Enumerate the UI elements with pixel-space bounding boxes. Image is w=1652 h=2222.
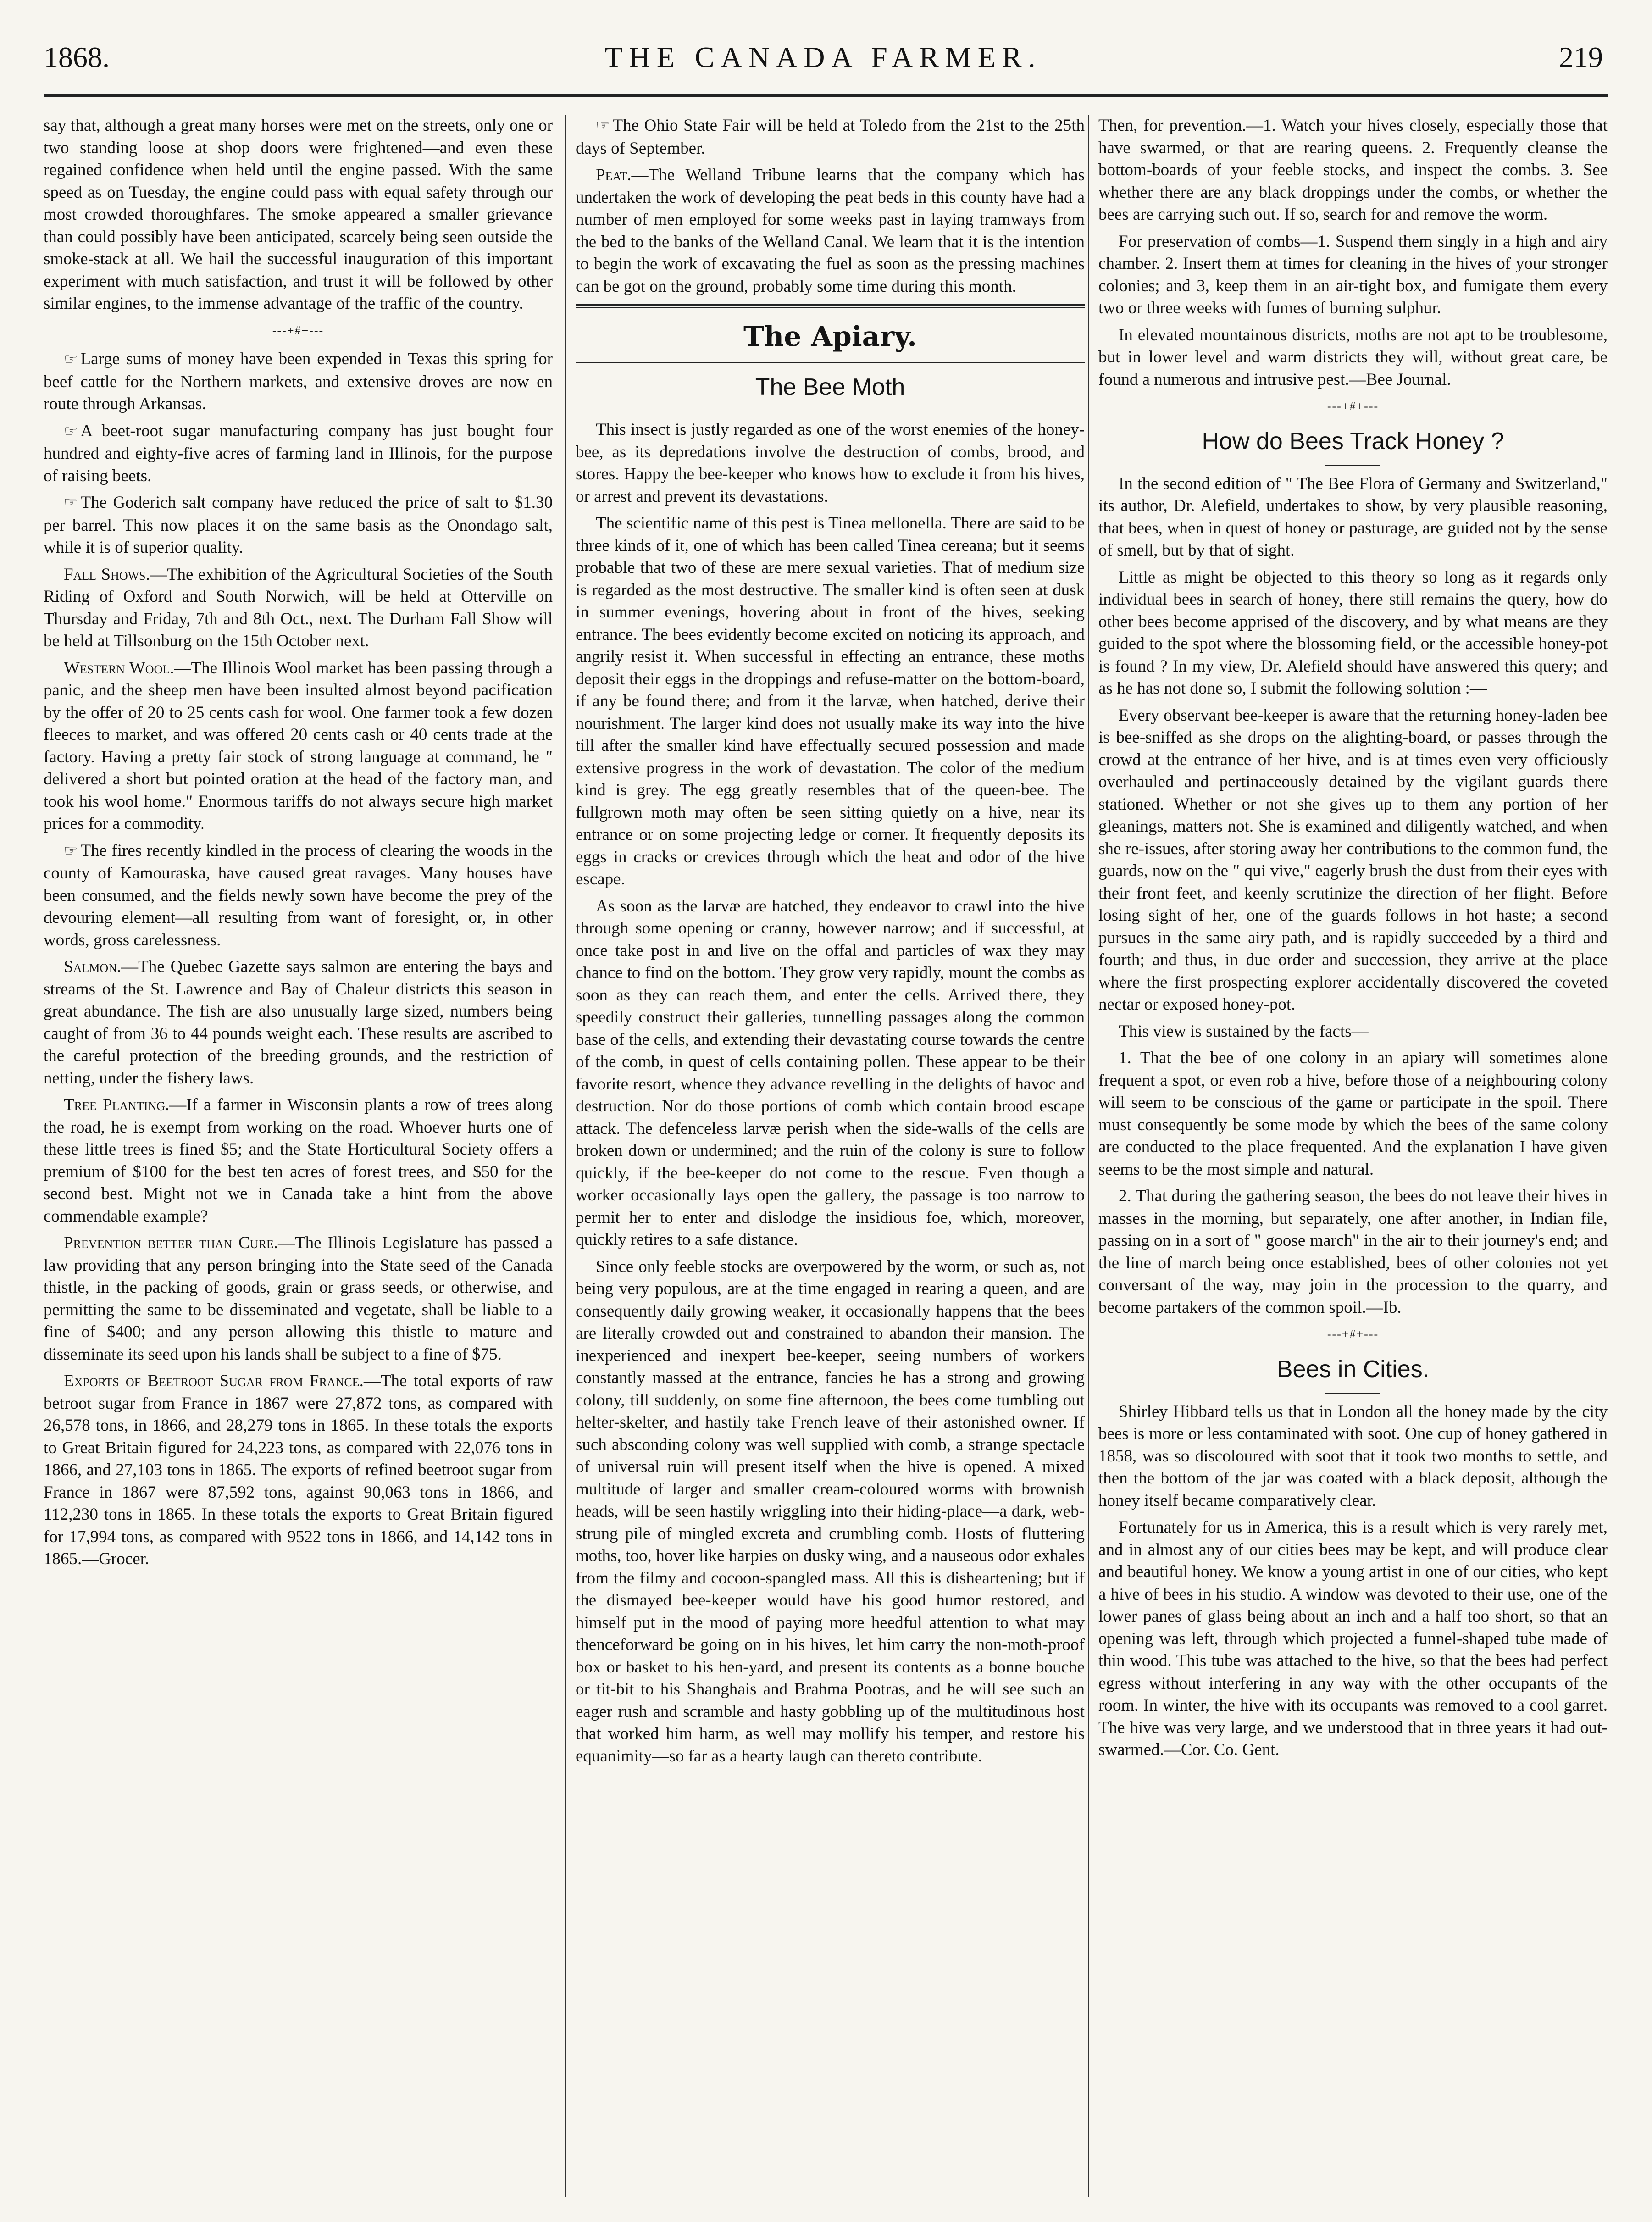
article-paragraph: In the second edition of " The Bee Flora of Germany and Switzerland," its author, Dr. Alefield, undertakes to show, by very plausible reasoning, that bees, when in quest of honey or pasturage, are guided not by the sense of smell, but by that of sight.	[1098, 474, 1608, 560]
news-item-ohio-fair: ☞ The Ohio State Fair will be held at Toledo from the 21st to the 25th days of September.	[576, 116, 1085, 158]
news-item-beetroot-company: ☞ A beet-root sugar manufacturing company has just bought four hundred and eighty-five acres of farming land in Illinois, for the purpose of raising beets.	[44, 421, 553, 485]
news-item-prevention: Prevention better than Cure.—The Illinois Legislature has passed a law providing that any person bringing into the State seed of the Canada thistle, in the packing of goods, grain or grass seeds, or otherwise, and permitting the same to be disseminated and vegetate, shall be liable to a fine of $400; and any person allowing this thistle to mature and disseminate its seed upon his lands shall be subject to a fine of $75.	[44, 1233, 553, 1364]
issue-year: 1868.	[44, 41, 110, 73]
item-heading: Peat.	[596, 166, 632, 184]
page-number: 219	[1559, 41, 1603, 73]
column-1	[44, 115, 553, 2197]
masthead	[44, 28, 1603, 92]
separator-ornament: ---+#+---	[1327, 1328, 1379, 1341]
news-item-exports: Exports of Beetroot Sugar from France.—The total exports of raw betroot sugar from France in 1867 were 27,872 tons, as compared with 26,578 tons, in 1866, and 28,279 tons in 1865. In these totals the exports to Great Britain figured for 24,223 tons, as compared with 22,076 tons in 1866, and 27,103 tons in 1865. The exports of refined beetroot sugar from France in 1867 were 87,592 tons, against 90,063 tons in 1866, and 112,230 tons in 1865. In these totals the exports to Great Britain figured for 17,994 tons, as compared with 9522 tons in 1866, and 14,142 tons in 1865.—Grocer.	[44, 1372, 553, 1568]
title-rule	[1325, 1393, 1380, 1394]
news-item-salt: ☞ The Goderich salt company have reduced the price of salt to $1.30 per barrel. This now places it on the same basis as the Onondago salt, while it is of superior quality.	[44, 493, 553, 557]
item-heading: Tree Planting.	[64, 1095, 170, 1114]
article-paragraph: 2. That during the gathering season, the bees do not leave their hives in masses in the morning, but separately, one after another, in Indian file, passing on in a sort of " goose march" in the air to their journey's end; and the line of march being once established, bees of other colonies not yet conversant of the way, may join in the procession to the quarry, and become partakers of the common spoil.—Ib.	[1098, 1187, 1608, 1317]
pointing-hand-icon: ☞	[596, 117, 610, 134]
pointing-hand-icon: ☞	[64, 842, 78, 860]
article-paragraph: This insect is justly regarded as one of the worst enemies of the honey-bee, as its depredations involve the destruction of combs, brood, and stores. Happy the bee-keeper who knows how to exclude it from his hives, or arrest and prevent its devastations.	[576, 420, 1085, 506]
item-heading: Western Wool.	[64, 658, 174, 678]
column-rule	[565, 115, 566, 2197]
column-2	[576, 115, 1085, 2197]
news-item-fall-shows: Fall Shows.—The exhibition of the Agricultural Societies of the South Riding of Oxford and South Norwich, will be held at Otterville on Thursday and Friday, 7th and 8th Oct., next. The Durham Fall Show will be held at Tillsonburg on the 15th October next.	[44, 565, 553, 650]
article-paragraph: Shirley Hibbard tells us that in London all the honey made by the city bees is more or less contaminated with soot. One cup of honey gathered in 1858, was so discoloured with soot that it took two months to settle, and then the bottom of the jar was coated with a black deposit, although the honey itself became comparatively clear.	[1098, 1402, 1608, 1510]
separator-ornament: ---+#+---	[272, 323, 324, 337]
item-heading: Exports of Beetroot Sugar from France.	[64, 1372, 364, 1390]
article-paragraph: As soon as the larvæ are hatched, they endeavor to crawl into the hive through some opening or cranny, however narrow; and if successful, at once take post in and live on the offal and particles of wax they may chance to find on the bottom. They grow very rapidly, mount the combs as soon as they can reach them, and enter the cells. Arrived there, they speedily construct their galleries, tunnelling passages along the common base of the cells, and extending their devastating course towards the centre of the comb, in quest of cells containing pollen. These appear to be their favorite resort, whence they advance revelling in the delights of havoc and destruction. Nor do those portions of comb which contain brood escape attack. The defenceless larvæ perish when the side-walls of the cells are broken down or undermined; and the ruin of the colony is sure to follow quickly, if the bee-keeper do not come to the rescue. Even though a worker occasionally lays open the gallery, the passage is too narrow to permit her to enter and dislodge the insidious foe, which, moreover, quickly retires to a safe distance.	[576, 896, 1085, 1249]
article-paragraph: The scientific name of this pest is Tinea mellonella. There are said to be three kinds of it, one of which has been called Tinea cereana; but it seems probable that two of these are mere sexual varieties. That of medium size is regarded as the most destructive. The smaller kind is often seen at dusk in summer evenings, hovering about in front of the hives, seeking entrance. The bees evidently become excited on noticing its approach, and angrily resist it. When successful in effecting an entrance, these moths deposit their eggs in the droppings and refuse-matter on the bottom-board, if any be found there; and from it the larvæ, when hatched, derive their nourishment. The larger kind does not usually make its way into the hive till after the smaller kind have effectually secured possession and made extensive progress in the work of devastation. The color of the medium kind is grey. The egg greatly resembles that of the queen-bee. The fullgrown moth may often be seen sitting quietly on a hive, near its entrance or on some projecting ledge or corner. It frequently deposits its eggs in cracks or crevices through which the heat and odor of the hive escape.	[576, 514, 1085, 889]
department-rule	[576, 304, 1085, 306]
article-title: The Bee Moth	[755, 374, 905, 400]
news-item-western-wool: Western Wool.—The Illinois Wool market has been passing through a panic, and the sheep men have been insulted almost beyond pacification by the offer of 20 to 25 cents cash for wool. One farmer took a few dozen fleeces to market, and was offered 20 cents cash or 40 cents trade at the factory. Having a pretty fair stock of strong language at command, he " delivered a short but pointed oration at the head of the factory man, and took his wool home." Enormous tariffs do not always secure high market prices for a commodity.	[44, 658, 553, 833]
department-heading: The Apiary.	[743, 321, 917, 353]
newspaper-title: THE CANADA FARMER.	[604, 41, 1042, 73]
news-item-texas: ☞ Large sums of money have been expended in Texas this spring for beef cattle for the Northern markets, and extensive droves are now en route through Arkansas.	[44, 350, 553, 413]
news-item-tree-planting: Tree Planting.—If a farmer in Wisconsin plants a row of trees along the road, he is exempt from working on the road. Whoever hurts one of these little trees is fined $5; and the State Horticultural Society offers a premium of $100 for the best ten acres of forest trees, and $50 for the second best. Might not we in Canada take a hint from the above commendable example?	[44, 1095, 553, 1226]
department-rule	[576, 307, 1085, 308]
article-paragraph: Little as might be objected to this theory so long as it regards only individual bees in search of honey, there still remains the query, how do other bees become apprised of the discovery, and by what means are they guided to the spot where the blossoming field, or the accessible honey-pot is found ? In my view, Dr. Alefield should have answered this query; and as he has not done so, I submit the following solution :—	[1098, 567, 1608, 698]
column-rule	[1088, 115, 1089, 2197]
article-paragraph: 1. That the bee of one colony in an apiary will sometimes alone frequent a spot, or even rob a hive, before those of a neighbouring colony will seem to be conscious of the game or participate in the spoil. There must consequently be some mode by which the bees of the same colony are conducted to the place frequented. And the explanation I have given seems to be the most simple and natural.	[1098, 1049, 1608, 1179]
article-paragraph: This view is sustained by the facts—	[1119, 1022, 1369, 1041]
item-heading: Fall Shows.	[64, 565, 150, 584]
title-rule	[1325, 465, 1380, 466]
article-paragraph: Then, for prevention.—1. Watch your hives closely, especially those that have swarmed, or that are rearing queens. 2. Frequently cleanse the bottom-boards of your feeble stocks, and inspect the combs. 3. See whether there are any black droppings under the combs, or whether the bees are carrying such out. If so, search for and remove the worm.	[1098, 116, 1608, 224]
column-3	[1098, 115, 1608, 2197]
news-item-fires: ☞ The fires recently kindled in the process of clearing the woods in the county of Kamouraska, have caused great ravages. Many houses have been consumed, and the fields newly sown have become the prey of the devouring element—all resulting from want of foresight, or, in other words, gross carelessness.	[44, 841, 553, 950]
article-title: Bees in Cities.	[1276, 1355, 1430, 1383]
masthead-rule	[44, 94, 1608, 97]
news-item-salmon: Salmon.—The Quebec Gazette says salmon are entering the bays and streams of the St. Lawrence and Bay of Chaleur districts this season in great abundance. The fish are also unusually large sized, numbers being caught of from 36 to 44 pounds weight each. These results are ascribed to the careful protection of the breeding grounds, and the restriction of netting, under the fishery laws.	[44, 957, 553, 1088]
pointing-hand-icon: ☞	[64, 351, 78, 368]
article-paragraph: Every observant bee-keeper is aware that the returning honey-laden bee is bee-sniffed as she drops on the alighting-board, or passes through the crowd at the entrance of her hive, and is at times even very officiously overhauled and pertinaceously detained by the vigilant guards there stationed. Whether or not she gives up to them any portion of her gleanings, matters not. She is examined and diligently watched, and when she re-issues, after storing away her contributions to the common fund, the guards, now on the " qui vive," eagerly brush the dust from their eyes with their front feet, and keenly scrutinize the direction of her flight. Before losing sight of her, one of the guards follows in hot haste; a second pursues in the same airy path, and is rapidly succeeded by a third and fourth; and thus, in due order and succession, they arrive at the place where the first prospecting explorer accidentally discovered the coveted nectar or exposed honey-pot.	[1098, 705, 1608, 1014]
article-title: How do Bees Track Honey ?	[1202, 428, 1504, 455]
section-rule	[576, 362, 1085, 363]
article-paragraph: In elevated mountainous districts, moths are not apt to be troublesome, but in lower level and warm districts they will, without great care, be found a numerous and intrusive pest.—Bee Journal.	[1098, 325, 1608, 389]
separator-ornament: ---+#+---	[1327, 400, 1379, 413]
pointing-hand-icon: ☞	[64, 422, 78, 440]
article-paragraph: For preservation of combs—1. Suspend them singly in a high and airy chamber. 2. Insert them at times for cleaning in the hives of your stronger colonies; and 3, keep them in an air-tight box, and fumigate them every two or three weeks with fumes of burning sulphur.	[1098, 232, 1608, 317]
article-paragraph: Since only feeble stocks are overpowered by the worm, or such as, not being very populous, are at the time engaged in rearing a queen, and are consequently daily growing weaker, it occasionally happens that the bees are literally crowded out and constrained to abandon their mansion. The inexperienced and inexpert bee-keeper, seeing numbers of workers constantly massed at the entrance, fancies he has a strong and growing colony, till suddenly, on some fine afternoon, the bees come tumbling out helter-skelter, and hastily take French leave of their astonished owner. If such absconding colony was well supplied with comb, a strange spectacle of universal ruin will present itself when the hive is opened. A mixed multitude of larger and smaller cream-coloured worms with brownish heads, will be seen hastily wriggling into their hiding-place—a dark, web-strung pile of mingled excreta and crumbling comb. Hosts of fluttering moths, too, hover like harpies on dusky wing, and a nauseous odor exhales from the filmy and cocoon-spangled mass. All this is disheartening; but if the dismayed bee-keeper would have his good humor restored, and himself put in the mood of paying more heedful attention to what may thenceforward be going on in his hives, let him carry the non-moth-proof box or basket to his hen-yard, and present its contents as a bonne bouche or tit-bit to his Shanghais and Brahma Pootras, and he will see such an eager rush and scramble and hasty gobbling up of the multitudinous host that worked him harm, as well may mollify his temper, and restore his equanimity—so far as a hearty laugh can thereto contribute.	[576, 1257, 1085, 1766]
news-item-peat: Peat.—The Welland Tribune learns that the company which has undertaken the work of developing the peat beds in this county have had a number of men employed for some weeks past in laying tramways from the bed to the banks of the Welland Canal. We learn that it is the intention to begin the work of excavating the fuel as soon as the pressing machines can be got on the ground, probably some time during this month.	[576, 166, 1085, 296]
article-paragraph: Fortunately for us in America, this is a result which is very rarely met, and in almost any of our cities bees may be kept, and will produce clear and beautiful honey. We know a young artist in one of our cities, who kept a hive of bees in his studio. A window was devoted to their use, one of the lower panes of glass being about an inch and a half too short, so that an opening was left, through which projected a funnel-shaped tube made of thin wood. This tube was attached to the hive, so that the bees had perfect egress without interfering in any way with the other occupants of the room. In winter, the hive with its occupants was removed to a cool garret. The hive was very large, and we understood that in three years it had out-swarmed.—Cor. Co. Gent.	[1098, 1518, 1608, 1759]
pointing-hand-icon: ☞	[64, 494, 78, 511]
article-paragraph: say that, although a great many horses were met on the streets, only one or two standing loose at shop doors were frightened—and even these regained confidence when held until the engine passed. With the same speed as on Tuesday, the engine could pass with equal safety through our most crowded thoroughfares. The smoke appeared a smaller grievance than could possibly have been anticipated, scarcely being seen outside the smoke-stack at all. We hail the successful inauguration of this important experiment with much satisfaction, and trust it will be followed by other similar engines, to the immense advantage of the traffic of the country.	[44, 116, 553, 313]
item-heading: Prevention better than Cure.	[64, 1233, 278, 1252]
item-heading: Salmon.	[64, 957, 122, 976]
